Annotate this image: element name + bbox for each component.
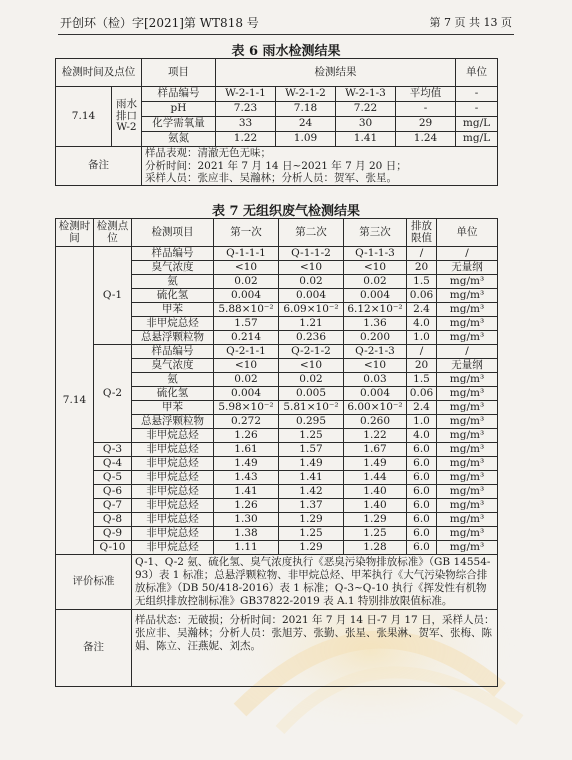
t6-cell: 33 [216,117,276,132]
t6-item: 氨氮 [142,132,216,147]
t7-cell: 0.005 [279,387,344,401]
t6-item: pH [142,102,216,117]
t7-cell: 5.98×10⁻² [214,401,279,415]
t7-cell: 1.42 [279,485,344,499]
t6-cell: - [456,102,498,117]
t7-cell: 2.4 [407,401,437,415]
t6-remark-label: 备注 [56,147,142,186]
t7-cell: 1.41 [279,471,344,485]
t7-cell: 6.0 [407,513,437,527]
t7-cell: 1.37 [279,499,344,513]
t7-cell: mg/m³ [437,499,498,513]
t7-cell: 1.36 [344,317,407,331]
t7-cell: 1.29 [344,513,407,527]
t7-header-limit: 排放限值 [407,219,437,247]
t7-header-item: 检测项目 [132,219,214,247]
t7-cell: Q-1-1-1 [214,247,279,261]
t7-point: Q-6 [94,485,132,499]
t7-point: Q-2 [94,345,132,443]
t7-cell: mg/m³ [437,373,498,387]
t7-cell: mg/m³ [437,471,498,485]
t7-item: 非甲烷总烃 [132,457,214,471]
t7-cell: 5.81×10⁻² [279,401,344,415]
t7-cell: 6.0 [407,443,437,457]
t7-cell: 20 [407,359,437,373]
t7-cell: 1.57 [214,317,279,331]
t7-cell: 0.02 [214,373,279,387]
t7-cell: 1.67 [344,443,407,457]
t7-cell: 6.12×10⁻² [344,303,407,317]
t6-cell: W-2-1-3 [336,87,396,102]
t6-cell: mg/L [456,117,498,132]
t7-cell: Q-2-1-3 [344,345,407,359]
t7-cell: 0.260 [344,415,407,429]
t7-cell: mg/m³ [437,485,498,499]
t7-cell: Q-1-1-3 [344,247,407,261]
t6-cell: 1.24 [396,132,456,147]
t7-cell: 2.4 [407,303,437,317]
t7-item: 甲苯 [132,303,214,317]
t7-cell: mg/m³ [437,289,498,303]
t7-cell: mg/m³ [437,513,498,527]
t7-header-r3: 第三次 [344,219,407,247]
t7-cell: mg/m³ [437,457,498,471]
t7-cell: mg/m³ [437,415,498,429]
t7-remark-label: 备注 [56,610,132,687]
t7-cell: 1.41 [214,485,279,499]
t7-cell: 1.43 [214,471,279,485]
t7-cell: Q-2-1-2 [279,345,344,359]
t7-standard-label: 评价标准 [56,555,132,610]
t7-item: 非甲烷总烃 [132,541,214,555]
t7-cell: 1.25 [279,429,344,443]
t6-cell: 24 [276,117,336,132]
t7-cell: mg/m³ [437,541,498,555]
t7-cell: 0.272 [214,415,279,429]
table-row [56,527,498,541]
t7-cell: 1.40 [344,485,407,499]
t7-cell: 6.0 [407,499,437,513]
t6-header-unit: 单位 [456,59,498,87]
t7-cell: 1.29 [279,541,344,555]
t7-item: 非甲烷总烃 [132,443,214,457]
t7-cell: 0.02 [279,275,344,289]
t7-cell: mg/m³ [437,527,498,541]
t6-remark-line: 分析时间：2021 年 7 月 14 日~2021 年 7 月 20 日； [145,159,407,172]
t7-cell: <10 [279,359,344,373]
t7-header-time: 检测时间 [56,219,94,247]
waste-gas-table [55,218,498,687]
t6-cell: 30 [336,117,396,132]
t7-cell: <10 [214,359,279,373]
t7-cell: 6.0 [407,527,437,541]
t6-cell: 1.41 [336,132,396,147]
t7-cell: <10 [344,261,407,275]
t7-cell: <10 [344,359,407,373]
t7-cell: 1.30 [214,513,279,527]
t7-cell: mg/m³ [437,317,498,331]
t6-cell: 1.09 [276,132,336,147]
t7-item: 臭气浓度 [132,261,214,275]
t7-cell: 4.0 [407,317,437,331]
table7-caption: 表 7 无组织废气检测结果 [211,204,361,219]
t6-remark-line: 采样人员：张应非、吴瀚林；分析人员：贺军、张星。 [145,172,397,184]
page-number: 第 7 页 共 13 页 [429,16,512,29]
t7-cell: 6.0 [407,541,437,555]
t7-cell: 1.44 [344,471,407,485]
t7-cell: / [437,345,498,359]
t7-point: Q-3 [94,443,132,457]
t7-cell: 4.0 [407,429,437,443]
table-row [56,499,498,513]
t7-cell: 1.5 [407,373,437,387]
t7-cell: 6.0 [407,485,437,499]
t7-cell: mg/m³ [437,331,498,345]
t7-item: 非甲烷总烃 [132,485,214,499]
table-row [56,513,498,527]
t6-cell: 1.22 [216,132,276,147]
t7-standard-text: Q-1、Q-2 氨、硫化氢、臭气浓度执行《恶臭污染物排放标准》（GB 14554-93）表 1 标准；总悬浮颗粒物、非甲烷总烃、甲苯执行《大气污染物综合排放标准》（DB 50/418-2016）表 1 标准；Q-3~Q-10 执行《挥发性有机物无组织排放控制标准》GB37822-2019 表 A.1 特别排放限值标准。 [132,555,498,610]
t7-cell: / [407,247,437,261]
table-row [56,471,498,485]
table-row [56,457,498,471]
t7-cell: 1.26 [214,429,279,443]
t7-cell: mg/m³ [437,387,498,401]
header-divider [58,34,514,35]
t7-cell: 1.26 [214,499,279,513]
t6-cell: - [456,87,498,102]
t7-point: Q-8 [94,513,132,527]
table-row [56,541,498,555]
t7-cell: 0.004 [279,289,344,303]
t6-date: 7.14 [56,87,112,147]
t7-cell: / [437,247,498,261]
t7-header-point: 检测点位 [94,219,132,247]
t7-cell: 0.214 [214,331,279,345]
t7-item: 氨 [132,373,214,387]
t7-point: Q-7 [94,499,132,513]
t7-item: 甲苯 [132,401,214,415]
t7-cell: Q-2-1-1 [214,345,279,359]
t7-cell: 0.004 [344,289,407,303]
t7-cell: 0.02 [279,373,344,387]
t6-cell: - [396,102,456,117]
t7-cell: 1.25 [344,527,407,541]
t7-point: Q-4 [94,457,132,471]
t7-cell: 6.09×10⁻² [279,303,344,317]
t7-header-r1: 第一次 [214,219,279,247]
t7-item: 非甲烷总烃 [132,527,214,541]
t7-cell: 1.40 [344,499,407,513]
t6-item: 样品编号 [142,87,216,102]
table6-caption: 表 6 雨水检测结果 [231,44,341,59]
t7-item: 非甲烷总烃 [132,317,214,331]
table-row [56,247,498,261]
t6-cell: mg/L [456,132,498,147]
report-number: 开创环（检）字[2021]第 WT818 号 [60,16,259,30]
t7-cell: 0.004 [344,387,407,401]
t7-remark-text: 样品状态：无破损；分析时间：2021 年 7 月 14 日-7 月 17 日，采样人员：张应非、吴瀚林；分析人员：张旭芳、张勤、张星、张果淋、贺军、张梅、陈娟、陈立、汪燕妮、刘杰。 [132,610,498,687]
t7-cell: mg/m³ [437,303,498,317]
t7-cell: mg/m³ [437,443,498,457]
t7-cell: 0.236 [279,331,344,345]
t7-item: 样品编号 [132,247,214,261]
t7-cell: 0.295 [279,415,344,429]
t7-point: Q-9 [94,527,132,541]
t7-cell: 1.57 [279,443,344,457]
t7-cell: 20 [407,261,437,275]
t7-cell: 1.5 [407,275,437,289]
t7-cell: 0.200 [344,331,407,345]
t7-point: Q-5 [94,471,132,485]
t6-cell: W-2-1-1 [216,87,276,102]
t7-cell: 1.49 [279,457,344,471]
t7-cell: 1.38 [214,527,279,541]
t6-cell: W-2-1-2 [276,87,336,102]
t7-cell: 1.49 [214,457,279,471]
t7-cell: Q-1-1-2 [279,247,344,261]
t7-item: 臭气浓度 [132,359,214,373]
t7-item: 硫化氢 [132,387,214,401]
t7-date: 7.14 [56,247,94,555]
t7-item: 非甲烷总烃 [132,429,214,443]
t6-header-result: 检测结果 [216,59,456,87]
table-row [56,485,498,499]
t7-cell: 无量纲 [437,261,498,275]
t7-cell: 1.0 [407,415,437,429]
t7-cell: mg/m³ [437,401,498,415]
t7-cell: <10 [214,261,279,275]
t7-cell: 1.0 [407,331,437,345]
t7-cell: / [407,345,437,359]
t6-cell: 7.18 [276,102,336,117]
t7-point: Q-1 [94,247,132,345]
t7-cell: 1.49 [344,457,407,471]
t7-header-r2: 第二次 [279,219,344,247]
t7-item: 总悬浮颗粒物 [132,331,214,345]
t7-item: 硫化氢 [132,289,214,303]
table-row [56,345,498,359]
t7-cell: 1.11 [214,541,279,555]
t6-cell: 7.23 [216,102,276,117]
t6-cell: 7.22 [336,102,396,117]
t7-cell: <10 [279,261,344,275]
t6-cell: 平均值 [396,87,456,102]
table-row [56,443,498,457]
t7-cell: 无量纲 [437,359,498,373]
t7-cell: 0.03 [344,373,407,387]
t7-cell: mg/m³ [437,275,498,289]
t7-cell: 0.004 [214,387,279,401]
t7-cell: mg/m³ [437,429,498,443]
t7-cell: 0.02 [214,275,279,289]
t7-cell: 6.0 [407,471,437,485]
t7-cell: 5.88×10⁻² [214,303,279,317]
t6-item: 化学需氧量 [142,117,216,132]
t6-cell: 29 [396,117,456,132]
t7-cell: 0.02 [344,275,407,289]
t6-point: 雨水排口 W-2 [112,87,142,147]
t6-header-item: 项目 [142,59,216,87]
t7-cell: 1.61 [214,443,279,457]
t7-cell: 6.00×10⁻² [344,401,407,415]
t7-cell: 0.06 [407,387,437,401]
t7-cell: 0.004 [214,289,279,303]
t7-item: 总悬浮颗粒物 [132,415,214,429]
t7-point: Q-10 [94,541,132,555]
t6-header-time: 检测时间及点位 [56,59,142,87]
t6-remark-line: 样品表观：清澈无色无味； [145,147,271,159]
t7-header-unit: 单位 [437,219,498,247]
t7-cell: 1.29 [279,513,344,527]
t7-item: 氨 [132,275,214,289]
t7-cell: 1.25 [279,527,344,541]
t6-remarks [142,147,498,186]
t7-cell: 0.06 [407,289,437,303]
t7-item: 非甲烷总烃 [132,499,214,513]
t7-item: 样品编号 [132,345,214,359]
rainwater-table [55,58,498,186]
t7-cell: 1.21 [279,317,344,331]
t7-item: 非甲烷总烃 [132,513,214,527]
t7-item: 非甲烷总烃 [132,471,214,485]
t7-cell: 1.22 [344,429,407,443]
t7-cell: 1.28 [344,541,407,555]
t7-cell: 6.0 [407,457,437,471]
